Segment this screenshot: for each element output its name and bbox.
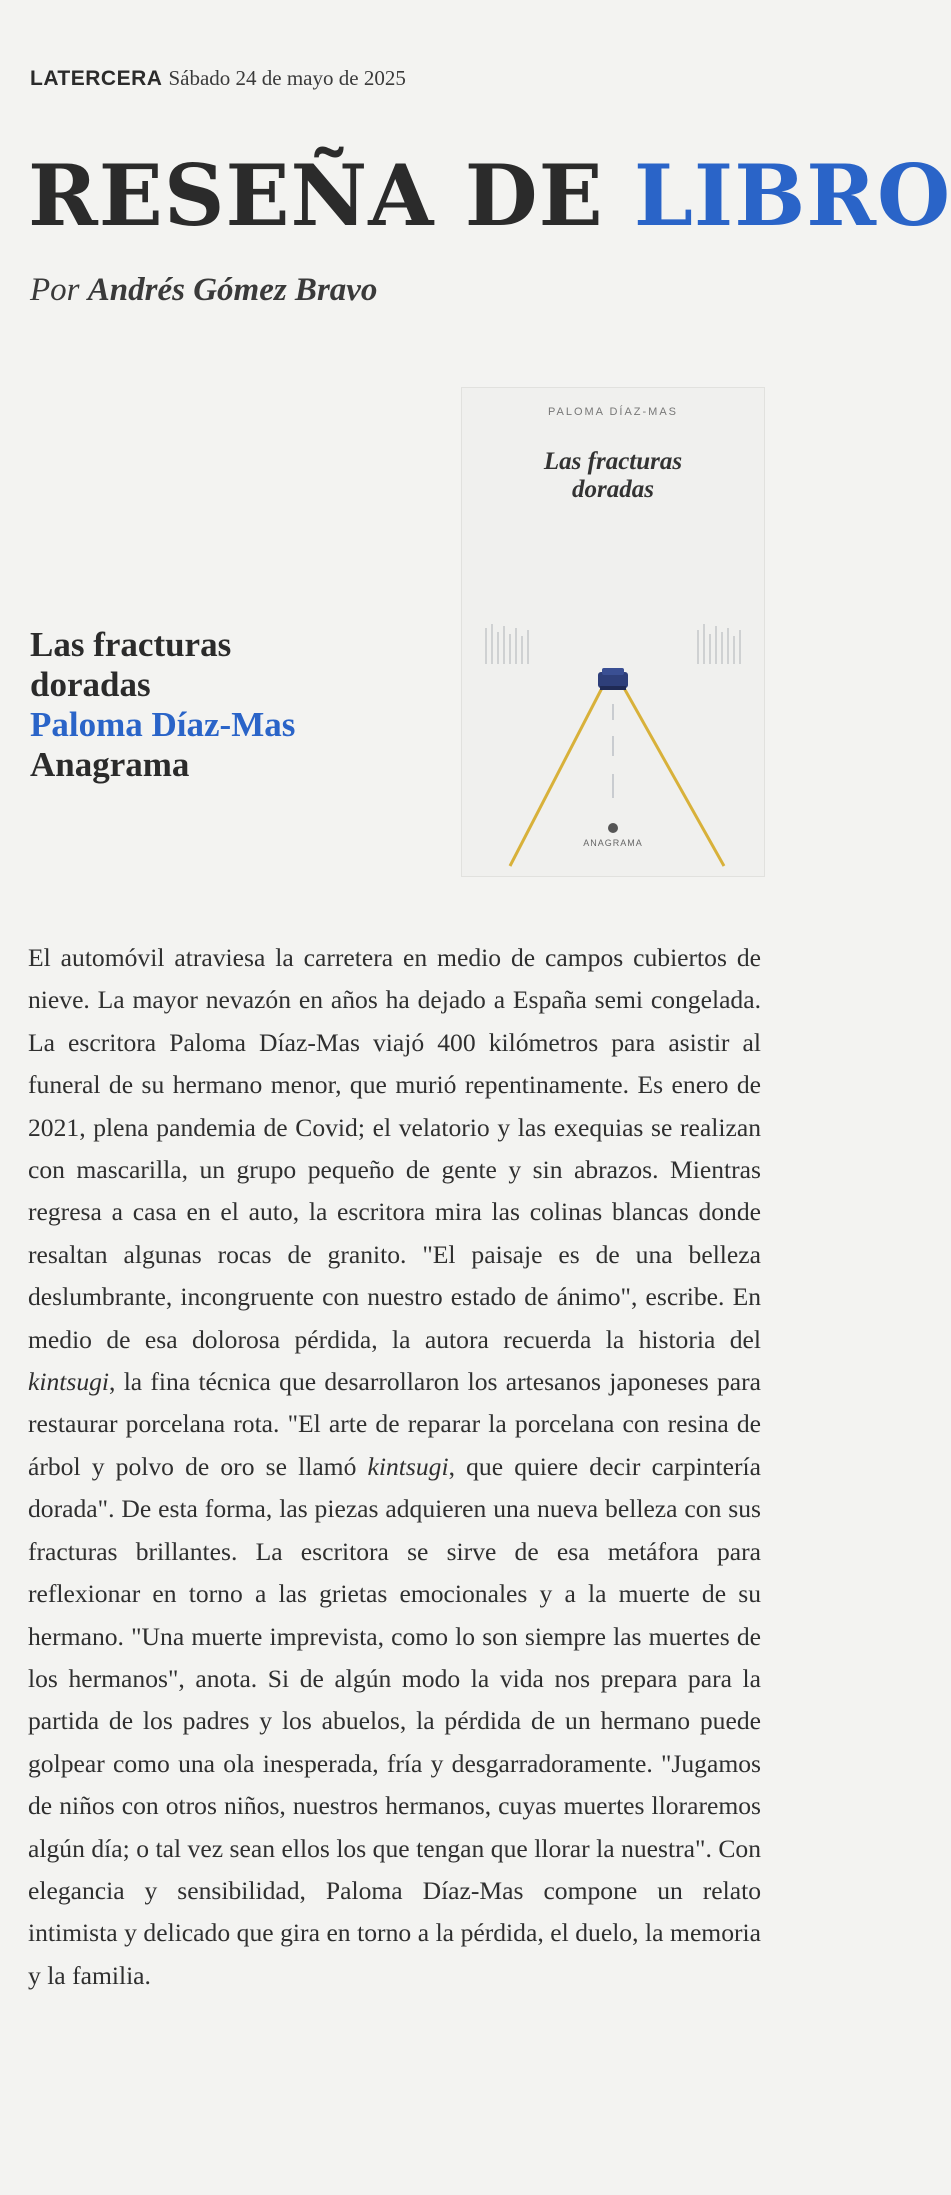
review-text-part3: , que quiere decir carpintería dorada". De esta forma, las piezas adquieren una nueva belleza con sus fracturas brillantes. La escritora se sirve de esa metáfora para reflexionar en torno a las grietas emocionales y a la muerte de su hermano. "Una muerte imprevista, como lo son siempre las muertes de los hermanos", anota. Si de algún modo la vida nos prepara para la partida de los padres y los abuelos, la pérdida de un hermano puede golpear como una ola inesperada, fría y desgarradoramente. "Jugamos de niños con otros niños, nuestros hermanos, cuyas muertes lloraremos algún día; o tal vez sean ellos los que tengan que llorar la nuestra". Con elegancia y sensibilidad, Paloma Díaz-Mas compone un relato intimista y delicado que gira en torno a la pérdida, el duelo, la memoria y la familia.: [28, 1451, 761, 1990]
book-cover-image: [462, 388, 764, 876]
publication-date: Sábado 24 de mayo de 2025: [168, 66, 406, 90]
review-text-part1: El automóvil atraviesa la carretera en medio de campos cubiertos de nieve. La mayor nevazón en años ha dejado a España semi congelada. La escritora Paloma Díaz-Mas viajó 400 kilómetros para asistir al funeral de su hermano menor, que murió repentinamente. Es enero de 2021, plena pandemia de Covid; el velatorio y las exequias se realizan con mascarilla, un grupo pequeño de gente y sin abrazos. Mientras regresa a casa en el auto, la escritora mira las colinas blancas donde resaltan algunas rocas de granito. "El paisaje es de una belleza deslumbrante, incongruente con nuestro estado de ánimo", escribe. En medio de esa dolorosa pérdida, la autora recuerda la historia del: [28, 943, 761, 1354]
section-title: [28, 146, 951, 246]
book-title-line2: doradas: [30, 665, 151, 704]
section-title-part1: RESEÑA DE: [28, 146, 604, 245]
cover-author: PALOMA DÍAZ-MAS: [547, 406, 679, 418]
cover-title-line2: doradas: [572, 476, 654, 503]
byline-author: Andrés Gómez Bravo: [87, 272, 378, 308]
book-info: [30, 625, 295, 785]
book-publisher: Anagrama: [30, 745, 190, 784]
review-body: [28, 937, 761, 1997]
masthead: [30, 66, 406, 91]
cover-title: [462, 448, 764, 504]
book-author: Paloma Díaz-Mas: [30, 705, 296, 744]
review-text-part2: , la fina técnica que desarrollaron los artesanos japoneses para restaurar porcelana rota. "El arte de reparar la porcelana con resina de árbol y polvo de oro se llamó: [28, 1367, 761, 1481]
byline-prefix: Por: [30, 272, 80, 308]
review-term-kintsugi-1: kintsugi: [28, 1367, 110, 1397]
review-term-kintsugi-2: kintsugi: [367, 1451, 449, 1481]
byline: [30, 272, 377, 309]
cover-title-line1: Las fracturas: [543, 448, 683, 475]
newspaper-brand: LATERCERA: [30, 67, 163, 90]
book-title-line1: Las fracturas: [30, 625, 232, 664]
cover-publisher: ANAGRAMA: [583, 838, 643, 848]
section-title-part2: LIBRO: [633, 146, 951, 245]
